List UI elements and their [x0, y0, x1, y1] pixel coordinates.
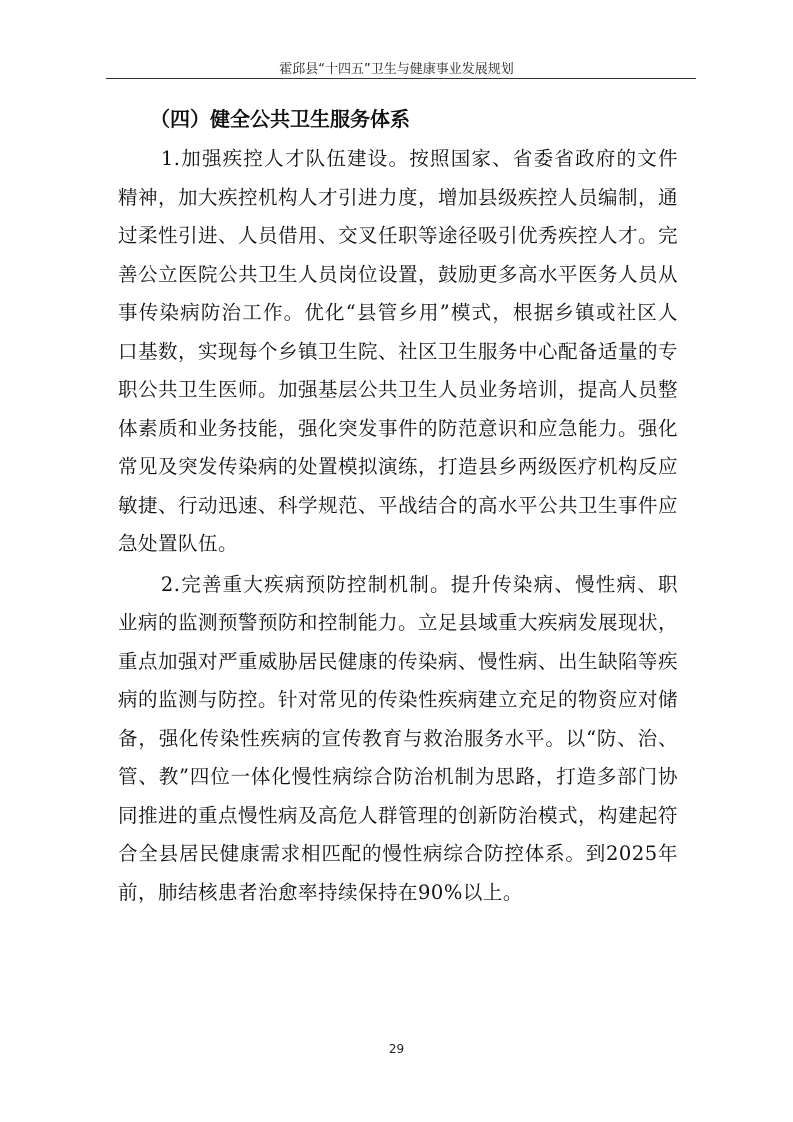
paragraph-2: 2.完善重大疾病预防控制机制。提升传染病、慢性病、职业病的监测预警预防和控制能力。立足县域重大疾病发展现状，重点加强对严重威胁居民健康的传染病、慢性病、出生缺陷等疾病的监测与防控。针对常见的传染性疾病建立充足的物资应对储备，强化传染性疾病的宣传教育与救治服务水平。以“防、治、管、教”四位一体化慢性病综合防治机制为思路，打造多部门协同推进的重点慢性病及高危人群管理的创新防治模式，构建起符合全县居民健康需求相匹配的慢性病综合防控体系。到2025年前，肺结核患者治愈率持续保持在90%以上。 [118, 572, 679, 904]
paragraph-1: 1.加强疾控人才队伍建设。按照国家、省委省政府的文件精神，加大疾控机构人才引进力度，增加县级疾控人员编制，通过柔性引进、人员借用、交叉任职等途径吸引优秀疾控人才。完善公立医院公共卫生人员岗位设置，鼓励更多高水平医务人员从事传染病防治工作。优化“县管乡用”模式，根据乡镇或社区人口基数，实现每个乡镇卫生院、社区卫生服务中心配备适量的专职公共卫生医师。加强基层公共卫生人员业务培训，提高人员整体素质和业务技能，强化突发事件的防范意识和应急能力。强化常见及突发传染病的处置模拟演练，打造县乡两级医疗机构反应敏捷、行动迅速、科学规范、平战结合的高水平公共卫生事件应急处置队伍。 [118, 147, 679, 555]
page-number: 29 [388, 1042, 405, 1056]
section-heading: （四）健全公共卫生服务体系 [150, 107, 410, 131]
document-body [118, 140, 678, 912]
header-divider [106, 78, 696, 79]
page-header-title: 霍邱县“十四五”卫生与健康事业发展规划 [279, 62, 514, 77]
